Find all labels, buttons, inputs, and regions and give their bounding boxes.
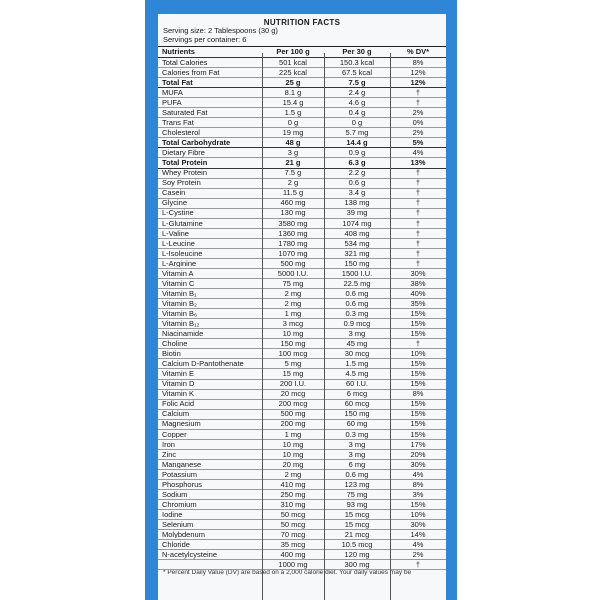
nutrient-name: Sodium [162,490,188,499]
table-row [158,540,446,550]
value-per-100g: 70 mcg [280,529,306,539]
daily-value-percent: 30% [410,268,426,278]
daily-value-percent: 10% [410,509,426,519]
nutrient-name: Vitamin C [162,279,195,288]
header-per-100g: Per 100 g [276,47,310,57]
nutrient-name: Calories from Fat [162,68,220,77]
value-per-100g: 15 mg [282,369,304,379]
table-row [158,440,446,450]
daily-value-percent: 15% [410,499,426,509]
daily-value-percent: † [415,208,421,218]
value-per-100g: 3 g [287,148,299,158]
table-row [158,128,446,138]
table-row [158,259,446,269]
daily-value-percent: † [415,238,421,248]
daily-value-percent: 2% [412,108,424,117]
value-per-100g: 200 mcg [278,399,308,409]
value-per-100g: 0 g [287,118,299,128]
label-title: NUTRITION FACTS [263,18,341,27]
value-per-100g: 48 g [285,138,301,148]
value-per-30g: 6.3 g [348,158,366,168]
value-per-100g: 200 I.U. [279,379,307,389]
value-per-100g: 11.5 g [282,188,304,198]
column-divider [390,53,391,600]
value-per-100g: 75 mg [282,278,304,288]
table-row [158,269,446,279]
daily-value-percent: 17% [410,439,426,449]
daily-value-percent: 38% [410,278,426,288]
table-row [158,400,446,410]
daily-value-percent: † [415,248,421,258]
nutrient-name: Soy Protein [162,179,201,187]
nutrient-name: L-Cystine [162,209,194,217]
daily-value-percent: † [415,87,421,97]
value-per-30g: 5.7 mg [345,128,369,138]
value-per-30g: 3.4 g [348,188,366,198]
daily-value-percent: 12% [410,67,426,77]
value-per-30g: 60 I.U. [345,379,369,389]
daily-value-percent: 15% [410,359,426,369]
nutrient-name: Zinc [162,450,177,459]
value-per-30g: 0.6 g [348,178,366,188]
value-per-100g: 5000 I.U. [277,268,309,278]
nutrient-name: Casein [162,189,186,197]
table-row [158,390,446,400]
daily-value-percent: 15% [410,399,426,409]
table-row [158,560,446,570]
table-row [158,179,446,189]
value-per-30g: 123 mg [344,479,370,489]
value-per-100g: 410 mg [280,479,306,489]
nutrient-name: L-Valine [162,229,189,238]
value-per-100g: 21 g [285,158,301,168]
value-per-30g: 0 g [351,118,363,128]
value-per-30g: 0.6 mg [345,298,369,308]
value-per-30g: 300 mg [344,560,370,570]
value-per-30g: 534 mg [344,238,370,248]
daily-value-percent: † [415,339,421,349]
nutrient-name: Dietary Fibre [162,149,205,157]
value-per-30g: 67.5 kcal [341,67,373,77]
value-per-100g: 10 mg [282,439,304,449]
daily-value-percent: † [415,97,421,107]
daily-value-percent: 35% [410,298,426,308]
nutrient-name: L-Arginine [162,259,197,268]
daily-value-percent: 40% [410,288,426,298]
daily-value-percent: † [415,188,421,198]
daily-value-percent: 20% [410,449,426,459]
daily-value-percent: † [415,228,421,238]
nutrient-name: Chromium [162,500,197,509]
nutrient-name: Phosphorus [162,480,203,489]
value-per-30g: 0.9 g [348,148,366,158]
table-row [158,480,446,490]
nutrient-name: Vitamin A [162,269,194,278]
value-per-100g: 130 mg [280,208,306,218]
value-per-30g: 3 mg [348,439,366,449]
value-per-30g: 4.6 g [348,97,366,107]
daily-value-percent: 12% [410,77,426,87]
table-row [158,138,446,148]
nutrient-name: PUFA [162,98,182,107]
value-per-100g: 500 mg [280,258,306,268]
table-row [158,550,446,560]
table-row [158,279,446,289]
value-per-30g: 45 mg [346,339,368,349]
daily-value-percent: 15% [410,429,426,439]
value-per-100g: 50 mcg [280,519,306,529]
daily-value-percent: 8% [412,57,424,67]
table-row [158,88,446,98]
value-per-30g: 0.6 mg [345,469,369,479]
daily-value-percent: † [415,178,421,188]
header-nutrients: Nutrients [162,48,195,56]
nutrient-name: Trans Fat [162,119,194,127]
table-row [158,229,446,239]
column-divider [324,53,325,600]
value-per-30g: 6 mcg [346,389,368,399]
value-per-100g: 8.1 g [284,87,302,97]
value-per-30g: 60 mcg [344,399,370,409]
value-per-100g: 1 mg [284,429,302,439]
nutrient-name: Niacinamide [162,330,204,338]
table-row [158,410,446,420]
value-per-100g: 1 mg [284,308,302,318]
value-per-100g: 225 kcal [279,67,307,77]
table-row [158,289,446,299]
table-row [158,209,446,219]
value-per-100g: 1.5 g [284,108,302,117]
value-per-100g: 20 mcg [280,389,306,399]
value-per-100g: 1070 mg [278,248,308,258]
nutrient-name: Calcium D-Pantothenate [162,360,244,368]
value-per-100g: 3580 mg [278,218,308,228]
value-per-100g: 500 mg [280,409,306,419]
table-row [158,520,446,530]
nutrient-name: Total Calories [162,58,208,67]
value-per-30g: 0.3 mg [345,308,369,318]
nutrient-name: L-Glutamine [162,219,203,228]
nutrient-name: Biotin [162,350,181,358]
value-per-30g: 7.5 g [348,77,366,87]
nutrient-name: Calcium [162,410,190,418]
daily-value-percent: 3% [412,489,424,499]
table-row [158,510,446,520]
value-per-30g: 3 mg [348,329,366,339]
nutrient-name: Manganese [162,460,202,469]
table-row [158,460,446,470]
table-row [158,118,446,128]
nutrient-name: Choline [162,340,188,348]
nutrient-name: Vitamin D [162,380,195,388]
table-row [158,158,446,168]
daily-value-percent: 4% [412,469,424,479]
column-divider [262,53,263,600]
value-per-30g: 408 mg [344,228,370,238]
table-row [158,189,446,199]
value-per-100g: 19 mg [282,128,304,138]
nutrient-name: Selenium [162,520,194,529]
table-row [158,369,446,379]
nutrition-facts-label [158,14,446,600]
table-row [158,309,446,319]
daily-value-percent: 0% [412,118,424,128]
table-row [158,78,446,88]
daily-value-percent: 10% [410,349,426,359]
value-per-100g: 2 g [287,178,299,188]
value-per-30g: 0.4 g [348,108,366,117]
nutrient-name: Total Carbohydrate [162,139,231,147]
nutrient-name: Copper [162,430,187,438]
table-row [158,199,446,209]
nutrient-name: L-Isoleucine [162,249,203,258]
nutrient-name: Total Fat [162,78,193,87]
value-per-100g: 310 mg [280,499,306,509]
daily-value-percent: 15% [410,318,426,328]
table-row [158,239,446,249]
table-row [158,249,446,259]
value-per-30g: 2.4 g [348,87,366,97]
nutrient-name: Cholesterol [162,129,200,137]
daily-value-percent: † [415,198,421,208]
value-per-100g: 3 mcg [282,318,304,328]
value-per-100g: 460 mg [280,198,306,208]
value-per-30g: 6 mg [348,459,366,469]
table-header [158,46,446,58]
table-row [158,58,446,68]
table-row [158,530,446,540]
value-per-30g: 75 mg [346,489,368,499]
table-row [158,490,446,500]
table-row [158,98,446,108]
daily-value-percent: † [415,218,421,228]
value-per-100g: 2 mg [284,298,302,308]
table-row [158,349,446,359]
value-per-30g: 1074 mg [342,218,372,228]
table-row [158,219,446,229]
footnote: * Percent Daily Value (DV) are based on a 2,000 calorie diet. Your daily values may be [163,570,412,577]
table-row [158,380,446,390]
table-row [158,470,446,480]
nutrient-name: Vitamin B₁ [162,289,197,298]
daily-value-percent: 4% [412,148,424,158]
table-row [158,420,446,430]
value-per-30g: 1500 I.U. [341,268,373,278]
value-per-100g: 35 mcg [280,540,306,550]
nutrient-name: Saturated Fat [162,109,208,117]
value-per-100g: 100 mcg [278,349,308,359]
value-per-30g: 39 mg [346,208,368,218]
nutrient-name: Vitamin K [162,390,194,398]
table-row [158,500,446,510]
nutrient-name: Whey Protein [162,169,208,177]
daily-value-percent: 5% [412,138,424,148]
nutrient-name: Vitamin B₁₂ [162,319,200,328]
nutrient-name: Glycine [162,199,188,207]
nutrient-name: L-Leucine [162,239,195,248]
value-per-100g: 250 mg [280,489,306,499]
header-per-30g: Per 30 g [342,47,372,57]
table-row [158,148,446,158]
value-per-100g: 2 mg [284,288,302,298]
nutrient-name: Vitamin B₂ [162,299,197,308]
nutrient-name: Vitamin E [162,370,194,378]
value-per-30g: 93 mg [346,499,368,509]
table-row [158,319,446,329]
serving-size: Serving size: 2 Tablespoons (30 g) [163,26,278,35]
value-per-30g: 0.3 mg [345,429,369,439]
table-row [158,329,446,339]
daily-value-percent: 8% [412,479,424,489]
value-per-30g: 10.5 mcg [341,540,373,550]
value-per-30g: 14.4 g [346,138,368,148]
table-row [158,108,446,118]
nutrient-name: MUFA [162,88,183,97]
daily-value-percent: 15% [410,409,426,419]
daily-value-percent: 15% [410,369,426,379]
value-per-30g: 150 mg [344,409,370,419]
nutrient-name: Iodine [162,510,183,519]
value-per-30g: 1.5 mg [345,359,369,369]
value-per-100g: 15.4 g [282,97,304,107]
value-per-30g: 0.9 mcg [343,318,371,328]
value-per-30g: 150.3 kcal [339,57,375,67]
value-per-100g: 1360 mg [278,228,308,238]
table-row [158,68,446,78]
nutrient-name: Iron [162,440,175,449]
nutrient-name: Total Protein [162,159,208,167]
value-per-30g: 150 mg [344,258,370,268]
daily-value-percent: 15% [410,379,426,389]
table-row [158,299,446,309]
value-per-100g: 150 mg [280,339,306,349]
value-per-30g: 21 mcg [344,529,370,539]
value-per-100g: 1780 mg [278,238,308,248]
table-row [158,430,446,440]
value-per-100g: 20 mg [282,459,304,469]
daily-value-percent: † [415,168,421,178]
table-row [158,339,446,349]
nutrient-name: Vitamin B₆ [162,309,197,318]
value-per-30g: 15 mcg [344,519,370,529]
table-row [158,450,446,460]
value-per-30g: 2.2 g [348,168,366,178]
daily-value-percent: 2% [412,128,424,138]
value-per-100g: 7.5 g [284,168,302,178]
daily-value-percent: 30% [410,519,426,529]
value-per-30g: 0.6 mg [345,288,369,298]
value-per-100g: 501 kcal [279,57,307,67]
header-daily-value: % DV* [406,47,430,57]
daily-value-percent: 8% [412,389,424,399]
value-per-30g: 120 mg [344,550,370,560]
table-row [158,169,446,179]
nutrient-name: Folic Acid [162,400,195,408]
value-per-100g: 10 mg [282,329,304,339]
daily-value-percent: 30% [410,459,426,469]
value-per-30g: 4.5 mg [345,369,369,379]
value-per-100g: 25 g [285,77,301,87]
daily-value-percent: 13% [410,158,426,168]
value-per-100g: 2 mg [284,469,302,479]
value-per-30g: 321 mg [344,248,370,258]
daily-value-percent: 15% [410,419,426,429]
nutrient-name: Magnesium [162,420,201,428]
daily-value-percent: † [415,258,421,268]
value-per-30g: 22.5 mg [343,278,371,288]
nutrient-name: Chloride [162,541,190,549]
value-per-100g: 1000 mg [278,560,308,570]
nutrient-name: Potassium [162,470,198,479]
value-per-30g: 15 mcg [344,509,370,519]
nutrient-name: N-acetylcysteine [162,551,218,559]
daily-value-percent: 14% [410,529,426,539]
table-row [158,359,446,369]
daily-value-percent: 2% [412,550,424,560]
nutrient-name: Molybdenum [162,530,205,539]
value-per-30g: 30 mcg [344,349,370,359]
nutrient-table-body [158,58,446,570]
value-per-100g: 50 mcg [280,509,306,519]
daily-value-percent: 15% [410,308,426,318]
value-per-30g: 60 mg [346,419,368,429]
value-per-100g: 10 mg [282,449,304,459]
value-per-30g: 138 mg [344,198,370,208]
value-per-30g: 3 mg [348,449,366,459]
servings-per-container: Servings per container: 6 [163,35,247,44]
value-per-100g: 400 mg [280,550,306,560]
daily-value-percent: † [415,560,421,570]
daily-value-percent: 15% [410,329,426,339]
value-per-100g: 5 mg [284,359,302,369]
daily-value-percent: 4% [412,540,424,550]
value-per-100g: 200 mg [280,419,306,429]
